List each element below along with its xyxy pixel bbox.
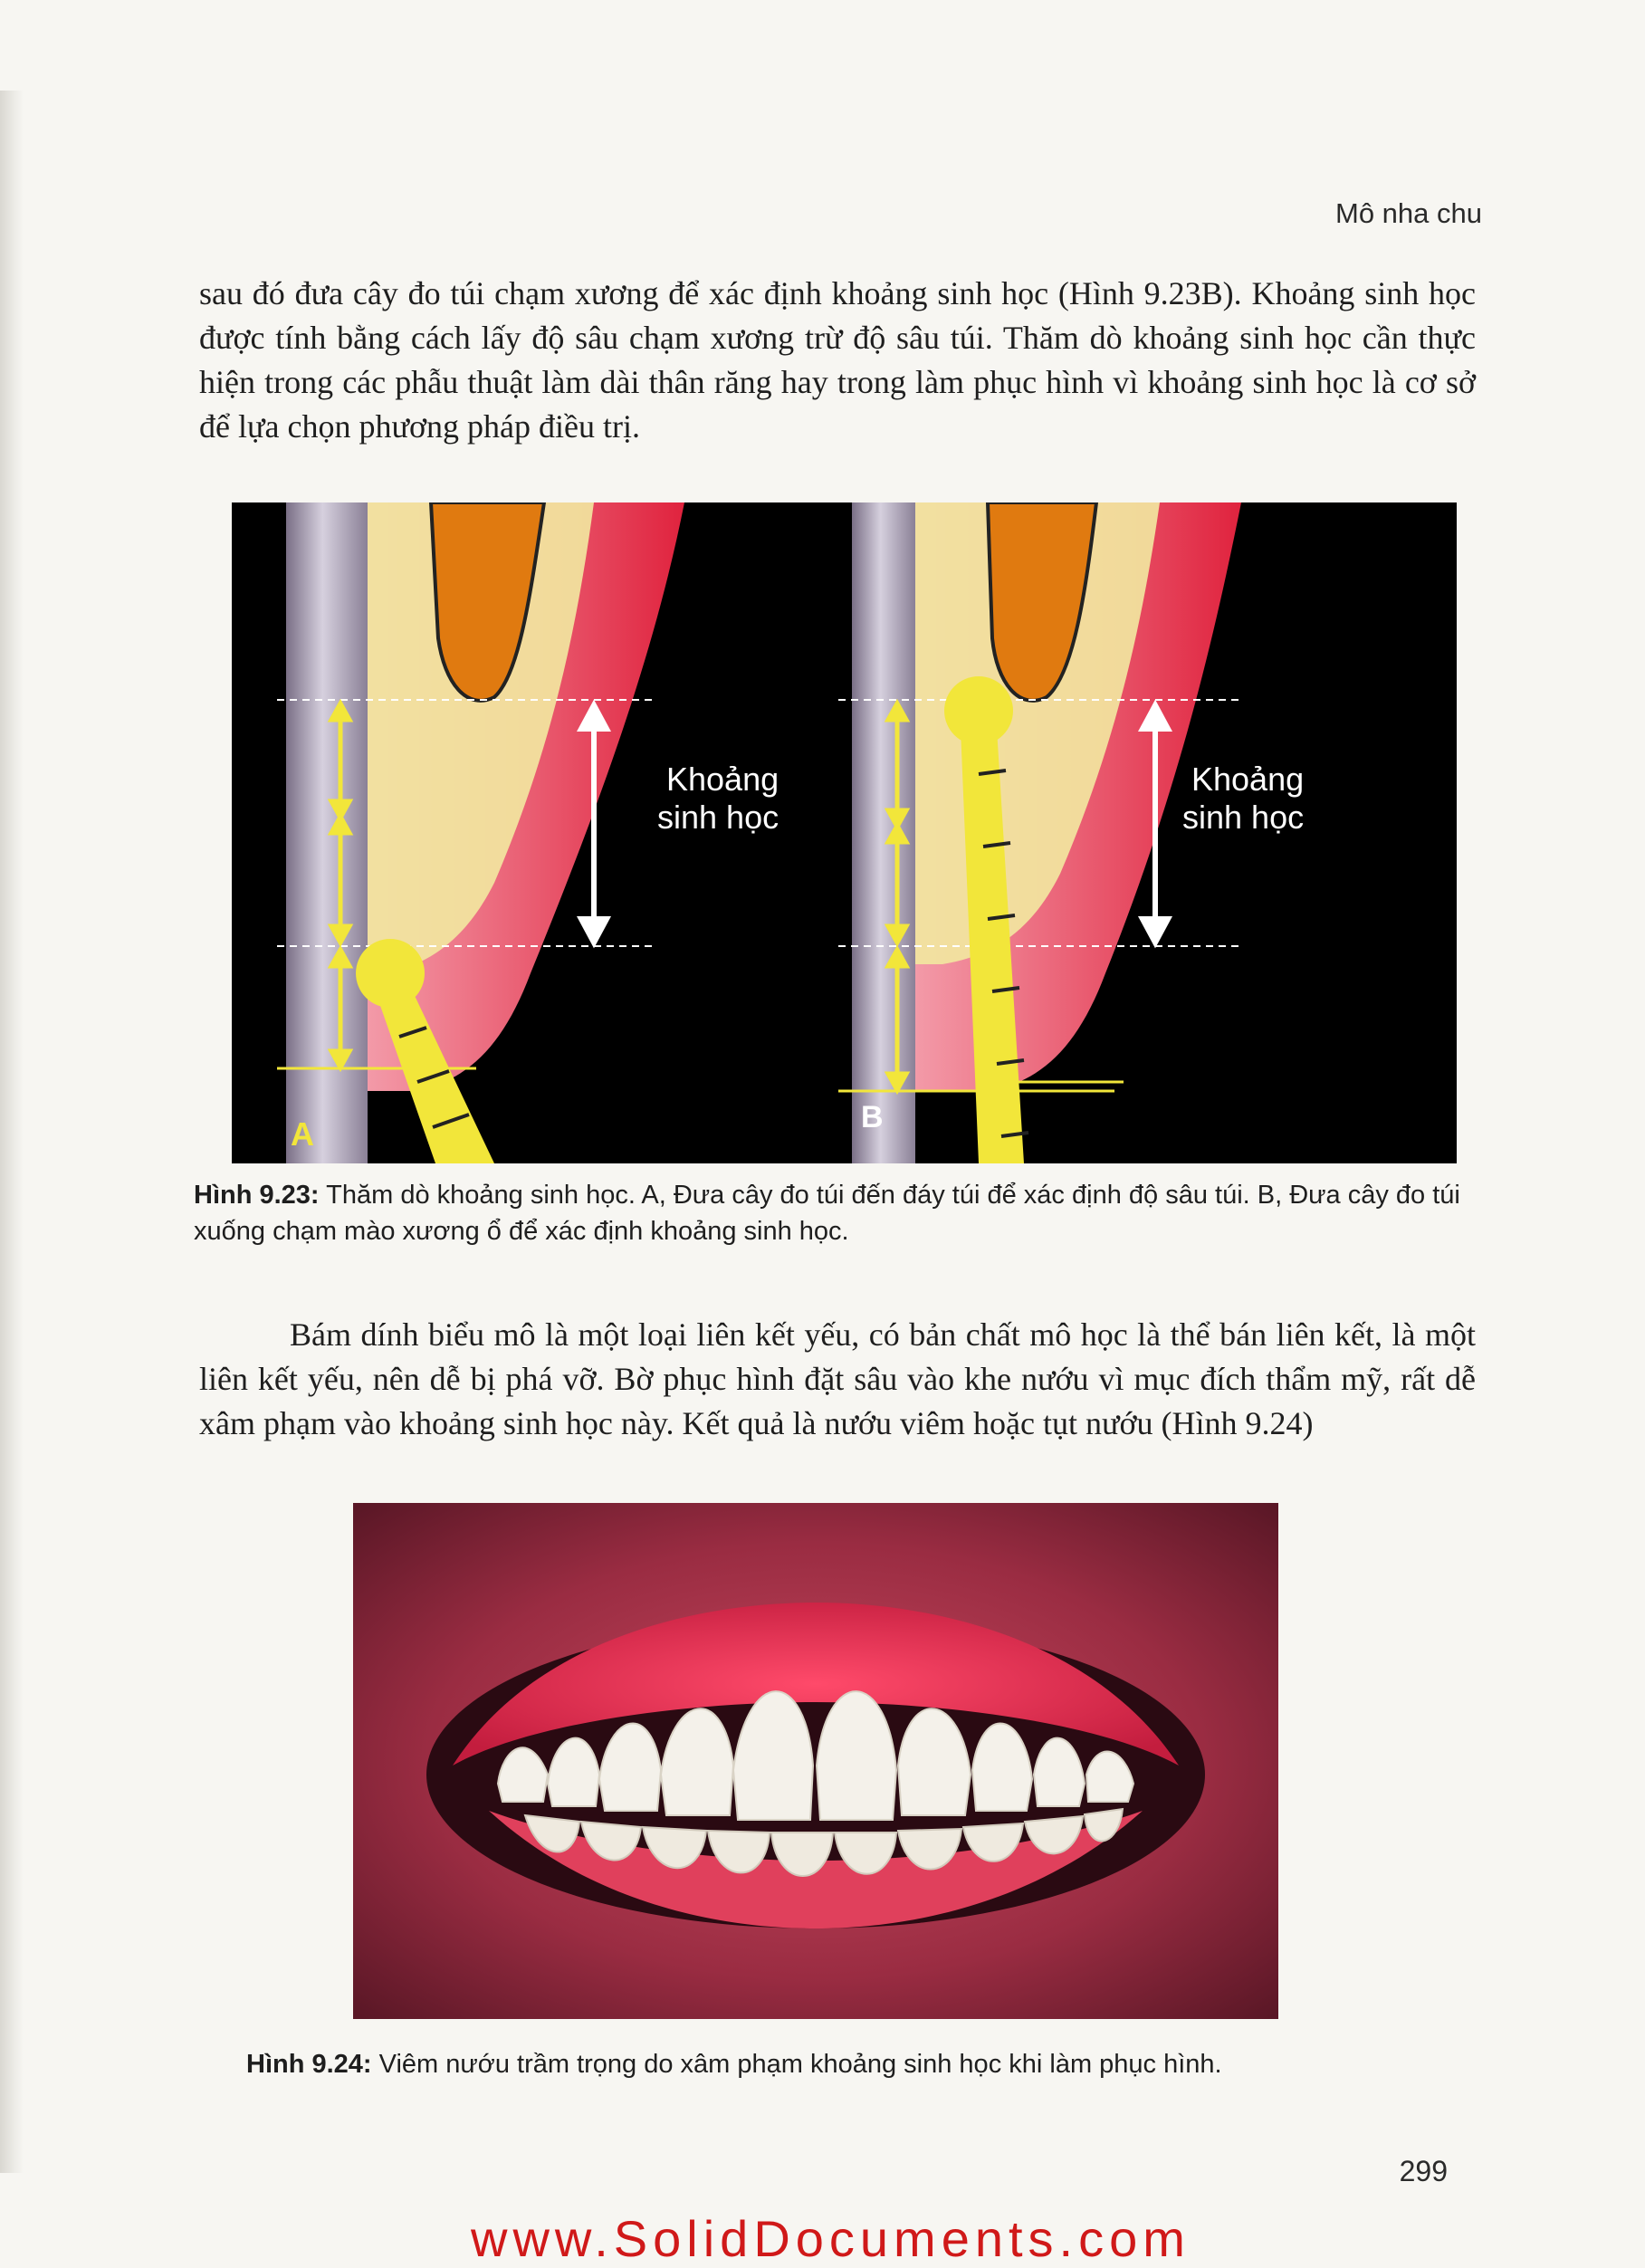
figure-9-23-caption [194, 1177, 1479, 1249]
panel-label-a: A [291, 1115, 314, 1153]
running-head: Mô nha chu [1335, 197, 1482, 229]
panel-a [232, 502, 837, 1163]
annotation-b-line1: Khoảng [1191, 761, 1305, 798]
body-paragraph-1: sau đó đưa cây đo túi chạm xương để xác định khoảng sinh học (Hình 9.23B). Khoảng sinh học được tính bằng cách lấy độ sâu chạm xương trừ độ sâu túi. Thăm dò khoảng sinh học cần thực hiện trong các phẫu thuật làm dài thân răng hay trong làm phục hình vì khoảng sinh học là cơ sở để lựa chọn phương pháp điều trị. [199, 275, 1476, 445]
caption-label: Hình 9.24: [246, 2050, 372, 2079]
caption-label: Hình 9.23: [194, 1181, 320, 1210]
page-edge-shadow [0, 91, 24, 2173]
figure-9-23 [232, 502, 1457, 1163]
annotation-a-line2: sinh học [657, 799, 779, 836]
annotation-a-line1: Khoảng [666, 761, 779, 798]
watermark: www.SolidDocuments.com [471, 2210, 1191, 2267]
panel-label-b: B [861, 1100, 884, 1134]
annotation-b-line2: sinh học [1182, 799, 1305, 836]
panel-b [838, 502, 1457, 1163]
body-paragraph-2: Bám dính biểu mô là một loại liên kết yếu, có bản chất mô học là thể bán liên kết, là một liên kết yếu, nên dễ bị phá vỡ. Bờ phục hình đặt sâu vào khe nướu vì mục đích thẩm mỹ, rất dễ xâm phạm vào khoảng sinh học này. Kết quả là nướu viêm hoặc tụt nướu (Hình 9.24) [199, 1316, 1476, 1441]
caption-text: Viêm nướu trầm trọng do xâm phạm khoảng sinh học khi làm phục hình. [378, 2050, 1222, 2079]
figure-9-24 [353, 1503, 1278, 2019]
tooth-root [852, 502, 915, 1163]
figure-9-24-caption [246, 2046, 1532, 2082]
caption-text: Thăm dò khoảng sinh học. A, Đưa cây đo túi đến đáy túi để xác định độ sâu túi. B, Đưa cây đo túi xuống chạm mào xương ổ để xác định khoảng sinh học. [194, 1181, 1460, 1246]
tooth-root [286, 502, 368, 1163]
page-number: 299 [1399, 2155, 1448, 2187]
probing-diagram [232, 502, 1457, 1163]
gingivitis-photo [353, 1503, 1278, 2019]
